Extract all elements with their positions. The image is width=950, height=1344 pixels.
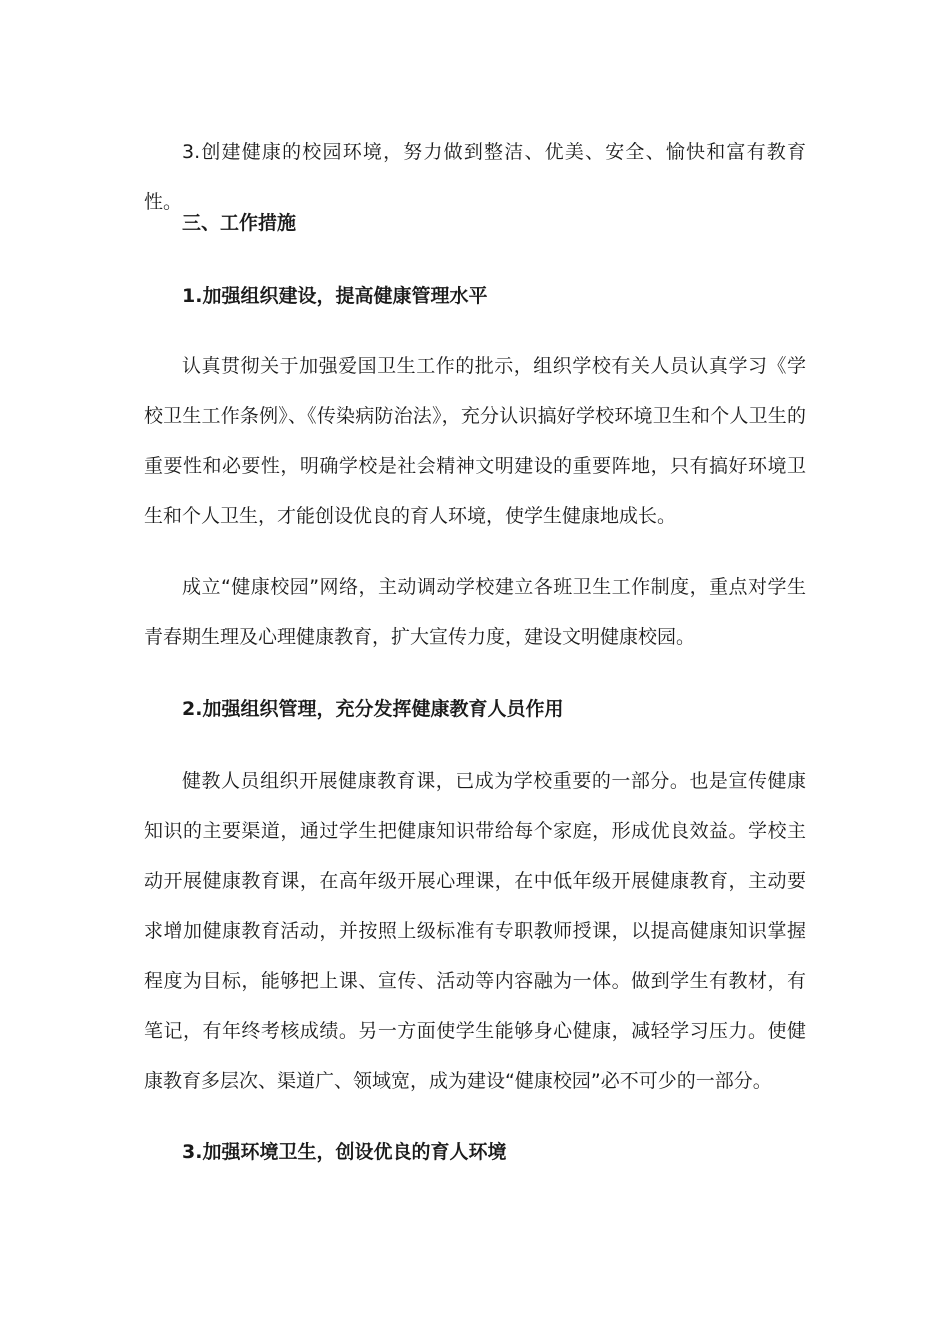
measure-2-paragraph-1: 健教人员组织开展健康教育课，已成为学校重要的一部分。也是宣传健康知识的主要渠道，通过学生把健康知识带给每个家庭，形成优良效益。学校主动开展健康教育课，在高年级开展心理课，在中低年级开展健康教育，主动要求增加健康教育活动，并按照上级标准有专职教师授课，以提高健康知识掌握程度为目标，能够把上课、宣传、活动等内容融为一体。做到学生有教材，有笔记，有年终考核成绩。另一方面使学生能够身心健康，减轻学习压力。使健康教育多层次、渠道广、领域宽，成为建设“健康校园”必不可少的一部分。 (144, 770, 806, 1092)
measure-1-title: 1.加强组织建设，提高健康管理水平 (182, 285, 488, 307)
measure-3-title: 3.加强环境卫生，创设优良的育人环境 (182, 1141, 507, 1163)
measure-1-paragraph-1: 认真贯彻关于加强爱国卫生工作的批示，组织学校有关人员认真学习《学校卫生工作条例》、《传染病防治法》，充分认识搞好学校环境卫生和个人卫生的重要性和必要性，明确学校是社会精神文明建设的重要阵地，只有搞好环境卫生和个人卫生，才能创设优良的育人环境，使学生健康地成长。 (144, 355, 806, 527)
measure-1-paragraph-2: 成立“健康校园”网络，主动调动学校建立各班卫生工作制度，重点对学生青春期生理及心理健康教育，扩大宣传力度，建设文明健康校园。 (144, 576, 806, 648)
measure-2-title: 2.加强组织管理，充分发挥健康教育人员作用 (182, 698, 564, 720)
section-title: 三、工作措施 (182, 212, 297, 234)
intro-item-3: 3.创建健康的校园环境，努力做到整洁、优美、安全、愉快和富有教育性。 (144, 141, 806, 213)
